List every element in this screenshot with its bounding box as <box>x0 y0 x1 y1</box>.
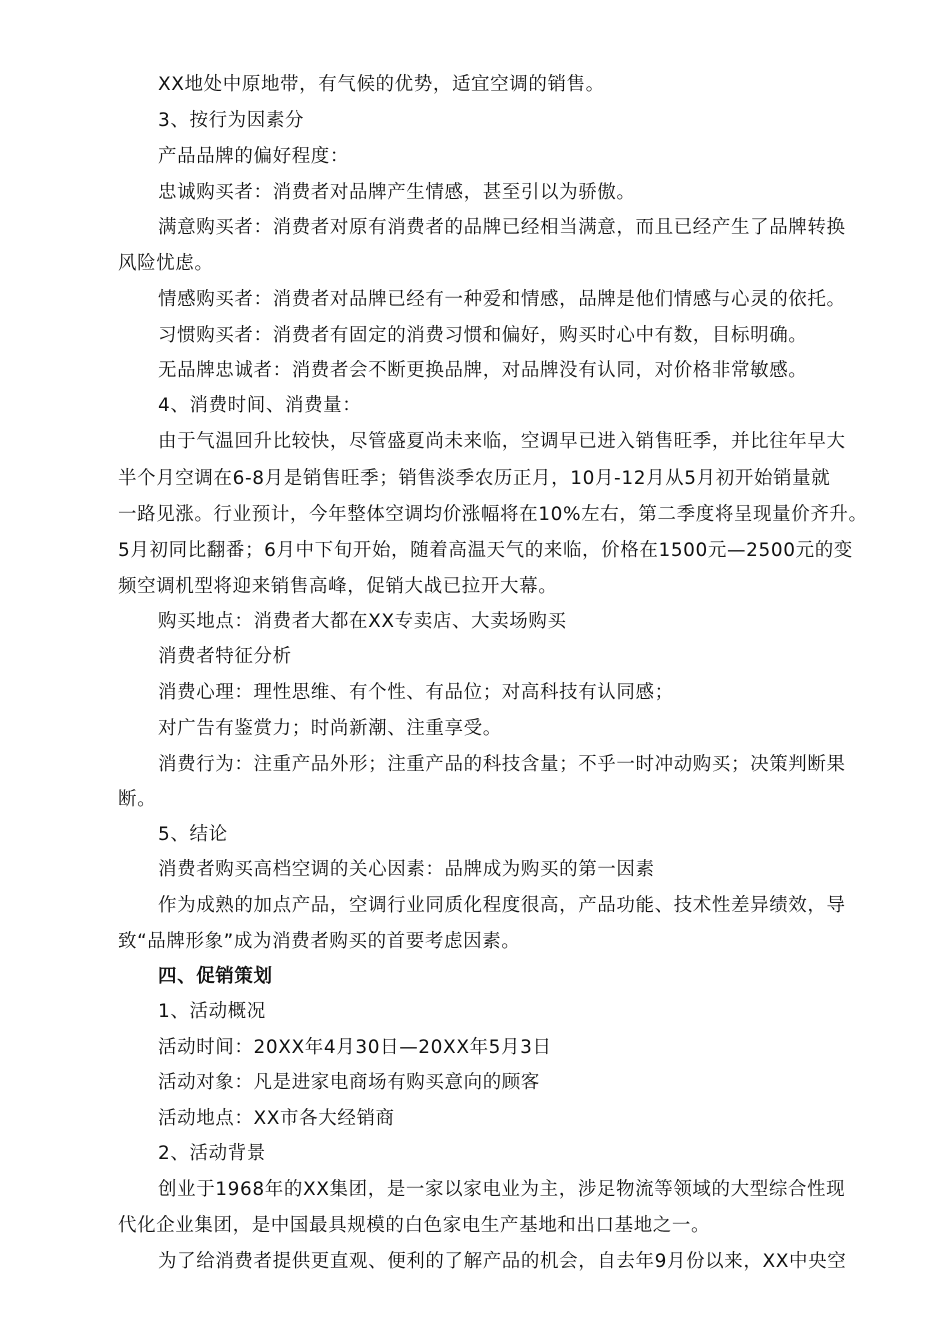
paragraph-line: 无品牌忠诚者：消费者会不断更换品牌，对品牌没有认同，对价格非常敏感。 <box>158 360 808 381</box>
section-heading: 1、活动概况 <box>158 1001 266 1022</box>
paragraph-line: 代化企业集团，是中国最具规模的白色家电生产基地和出口基地之一。 <box>118 1215 711 1236</box>
section-heading: 5、结论 <box>158 824 228 845</box>
paragraph-line: 活动对象：凡是进家电商场有购买意向的顾客 <box>158 1072 541 1093</box>
paragraph-line: 对广告有鉴赏力；时尚新潮、注重享受。 <box>158 718 502 739</box>
section-heading: 2、活动背景 <box>158 1143 266 1164</box>
paragraph-line: 频空调机型将迎来销售高峰，促销大战已拉开大幕。 <box>118 576 558 597</box>
chapter-heading: 四、促销策划 <box>158 966 273 987</box>
paragraph-line: 活动时间：20XX年4月30日—20XX年5月3日 <box>158 1037 552 1058</box>
paragraph-line: 情感购买者：消费者对品牌已经有一种爱和情感，品牌是他们情感与心灵的依托。 <box>158 289 846 310</box>
paragraph-line: 5月初同比翻番；6月中下旬开始，随着高温天气的来临，价格在1500元—2500元的变 <box>118 540 853 561</box>
paragraph-line: 活动地点：XX市各大经销商 <box>158 1108 395 1129</box>
paragraph-line: 满意购买者：消费者对原有消费者的品牌已经相当满意，而且已经产生了品牌转换 <box>158 217 846 238</box>
paragraph-line: 半个月空调在6-8月是销售旺季；销售淡季农历正月，10月-12月从5月初开始销量就 <box>118 468 831 489</box>
paragraph-line: XX地处中原地带，有气候的优势，适宜空调的销售。 <box>158 74 605 95</box>
paragraph-line: 忠诚购买者：消费者对品牌产生情感，甚至引以为骄傲。 <box>158 182 636 203</box>
paragraph-line: 风险忧虑。 <box>118 253 214 274</box>
section-heading: 4、消费时间、消费量： <box>158 395 362 416</box>
paragraph-line: 致“品牌形象”成为消费者购买的首要考虑因素。 <box>118 931 521 952</box>
paragraph-line: 作为成熟的加点产品，空调行业同质化程度很高，产品功能、技术性差异绩效，导 <box>158 895 846 916</box>
paragraph-line: 购买地点：消费者大都在XX专卖店、大卖场购买 <box>158 611 567 632</box>
paragraph-line: 消费者购买高档空调的关心因素：品牌成为购买的第一因素 <box>158 859 655 880</box>
section-heading: 3、按行为因素分 <box>158 110 305 131</box>
paragraph-line: 创业于1968年的XX集团，是一家以家电业为主，涉足物流等领域的大型综合性现 <box>158 1179 846 1200</box>
paragraph-line: 由于气温回升比较快，尽管盛夏尚未来临，空调早已进入销售旺季，并比往年早大 <box>158 431 846 452</box>
paragraph-line: 消费者特征分析 <box>158 646 292 667</box>
paragraph-line: 断。 <box>118 789 157 810</box>
paragraph-line: 消费行为：注重产品外形；注重产品的科技含量；不乎一时冲动购买；决策判断果 <box>158 754 846 775</box>
paragraph-line: 为了给消费者提供更直观、便利的了解产品的机会，自去年9月份以来，XX中央空 <box>158 1251 847 1272</box>
paragraph-line: 消费心理：理性思维、有个性、有品位；对高科技有认同感； <box>158 682 674 703</box>
paragraph-line: 一路见涨。行业预计，今年整体空调均价涨幅将在10%左右，第二季度将呈现量价齐升。 <box>118 504 868 525</box>
paragraph-line: 产品品牌的偏好程度： <box>158 146 350 167</box>
paragraph-line: 习惯购买者：消费者有固定的消费习惯和偏好，购买时心中有数，目标明确。 <box>158 325 808 346</box>
